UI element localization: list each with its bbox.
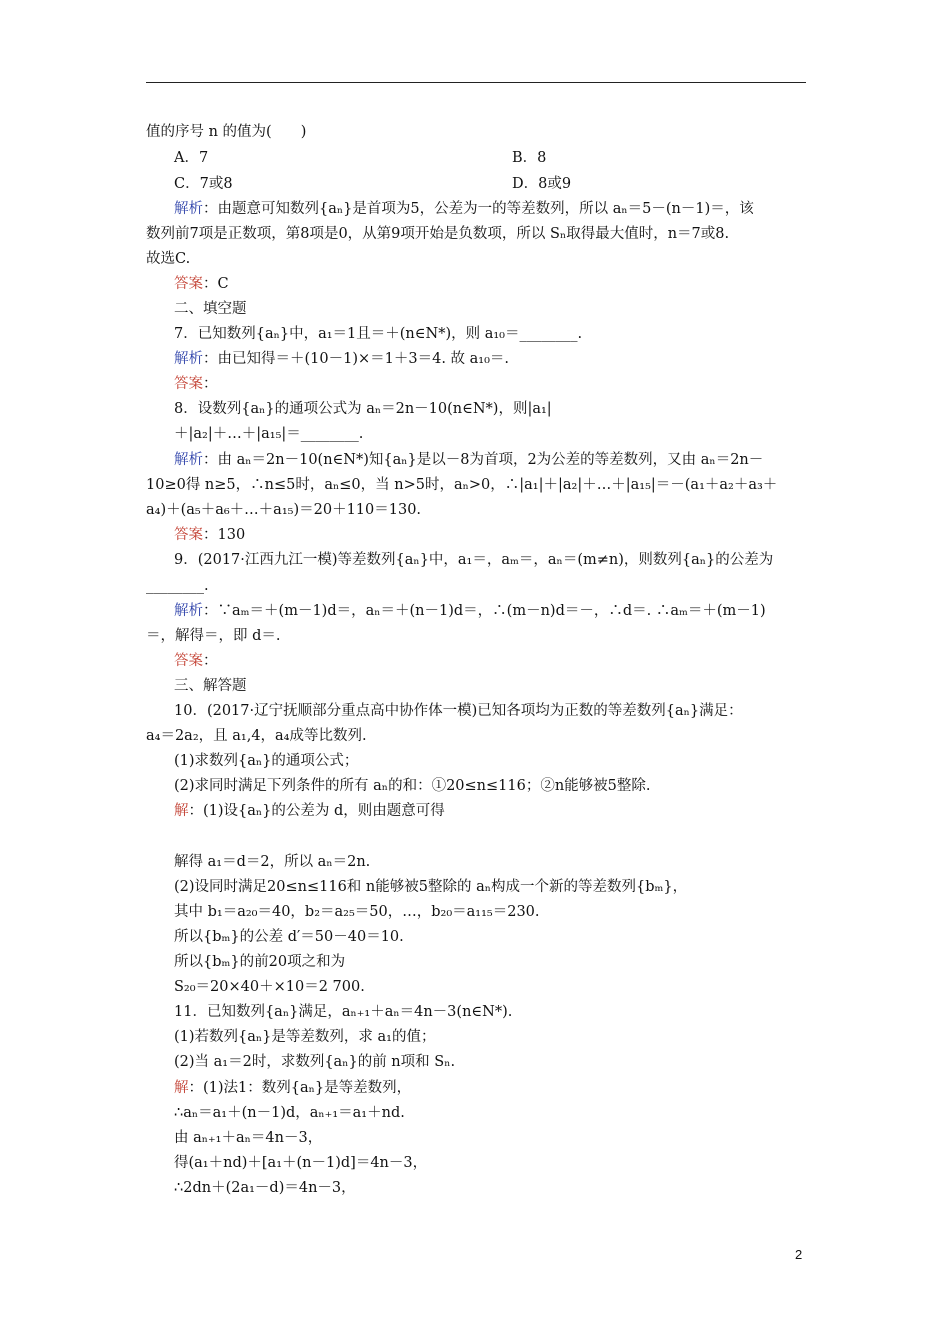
q9-analysis	[174, 601, 766, 621]
section-heading-solutions: 三、解答题	[174, 678, 247, 694]
analysis-text: ：由题意可知数列{aₙ}是首项为5，公差为一的等差数列，所以 aₙ＝5－(n－1)＝，该	[203, 201, 754, 217]
q6-option-a: A．7	[174, 150, 209, 166]
answer-text: ：	[203, 376, 218, 392]
q8-answer	[174, 525, 245, 545]
q11-solution-line2: ∴aₙ＝a₁＋(n－1)d，aₙ₊₁＝a₁＋nd.	[174, 1105, 405, 1121]
q11-stem: 11．已知数列{aₙ}满足，aₙ₊₁＋aₙ＝4n－3(n∈N*).	[174, 1004, 513, 1020]
q9-analysis-line2: ＝，解得＝，即 d＝.	[146, 628, 281, 644]
q7-stem: 7．已知数列{aₙ}中，a₁＝1且＝＋(n∈N*)，则 a₁₀＝________.	[174, 326, 583, 342]
q6-stem: 值的序号 n 的值为( )	[146, 124, 307, 140]
q11-solution-line5: ∴2dn＋(2a₁－d)＝4n－3，	[174, 1180, 356, 1196]
q6-analysis-line3: 故选C.	[146, 251, 191, 267]
q10-solution	[174, 801, 445, 821]
q8-analysis-line3: a₄)＋(a₅＋a₆＋…＋a₁₅)＝20＋110＝130.	[146, 502, 422, 518]
analysis-label: 解析	[174, 452, 203, 468]
answer-label: 答案	[174, 527, 203, 543]
q10-stem-line2: a₄＝2a₂，且 a₁,4，a₄成等比数列.	[146, 728, 367, 744]
answer-label: 答案	[174, 276, 203, 292]
q11-solution	[174, 1078, 411, 1098]
analysis-text: ：∵aₘ＝＋(m－1)d＝，aₙ＝＋(n－1)d＝，∴(m－n)d＝－，∴d＝. ∴aₘ＝＋(m－1)	[203, 603, 766, 619]
q8-stem-line2: ＋|a₂|＋…＋|a₁₅|＝________.	[174, 426, 364, 442]
q6-analysis	[174, 199, 754, 219]
q10-solution-line7: S₂₀＝20×40＋×10＝2 700.	[174, 979, 365, 995]
q10-solution-line5: 所以{bₘ}的公差 d′＝50－40＝10.	[174, 929, 404, 945]
section-heading-fill-in: 二、填空题	[174, 301, 247, 317]
q6-option-c: C．7或8	[174, 176, 233, 192]
q10-solution-line2: 解得 a₁＝d＝2，所以 aₙ＝2n.	[174, 854, 371, 870]
q6-answer	[174, 274, 229, 294]
analysis-text: ：由 aₙ＝2n－10(n∈N*)知{aₙ}是以－8为首项，2为公差的等差数列，又由 aₙ＝2n－	[203, 452, 764, 468]
q9-stem-line2: ________.	[146, 578, 209, 594]
analysis-text: ：由已知得＝＋(10－1)×＝1＋3＝4. 故 a₁₀＝.	[203, 351, 510, 367]
q6-option-d: D．8或9	[512, 176, 572, 192]
solution-label: 解	[174, 1080, 189, 1096]
solution-text: ：(1)法1：数列{aₙ}是等差数列，	[188, 1080, 412, 1096]
q10-solution-line6: 所以{bₘ}的前20项之和为	[174, 954, 346, 970]
q9-stem: 9．(2017·江西九江一模)等差数列{aₙ}中，a₁＝，aₘ＝，aₙ＝(m≠n)，则数列{aₙ}的公差为	[174, 552, 774, 568]
q11-solution-line4: 得(a₁＋nd)＋[a₁＋(n－1)d]＝4n－3，	[174, 1155, 428, 1171]
q10-solution-line3: (2)设同时满足20≤n≤116和 n能够被5整除的 aₙ构成一个新的等差数列{bₘ}，	[174, 879, 688, 895]
answer-label: 答案	[174, 376, 203, 392]
q10-stem: 10．(2017·辽宁抚顺部分重点高中协作体一模)已知各项均为正数的等差数列{aₙ}满足：	[174, 703, 743, 719]
q11-part1: (1)若数列{aₙ}是等差数列，求 a₁的值；	[174, 1029, 436, 1045]
analysis-label: 解析	[174, 201, 203, 217]
q10-solution-line4: 其中 b₁＝a₂₀＝40，b₂＝a₂₅＝50，…，b₂₀＝a₁₁₅＝230.	[174, 904, 540, 920]
answer-text: ：130	[203, 527, 246, 543]
answer-label: 答案	[174, 653, 203, 669]
q7-answer	[174, 374, 218, 394]
solution-label: 解	[174, 803, 189, 819]
solution-text: ：(1)设{aₙ}的公差为 d，则由题意可得	[188, 803, 445, 819]
q8-stem: 8．设数列{aₙ}的通项公式为 aₙ＝2n－10(n∈N*)，则|a₁|	[174, 401, 552, 417]
answer-text: ：	[203, 653, 218, 669]
header-rule	[146, 82, 806, 83]
q8-analysis-line2: 10≥0得 n≥5，∴n≤5时，aₙ≤0，当 n>5时，aₙ>0，∴|a₁|＋|a₂|＋…＋|a₁₅|＝－(a₁＋a₂＋a₃＋	[146, 477, 778, 493]
q10-part2: (2)求同时满足下列条件的所有 aₙ的和：①20≤n≤116；②n能够被5整除.	[174, 778, 651, 794]
q10-part1: (1)求数列{aₙ}的通项公式；	[174, 753, 359, 769]
analysis-label: 解析	[174, 351, 203, 367]
q7-analysis	[174, 349, 509, 369]
q6-analysis-line2: 数列前7项是正数项，第8项是0，从第9项开始是负数项，所以 Sₙ取得最大值时，n＝7或8.	[146, 226, 730, 242]
q9-answer	[174, 651, 218, 671]
q11-part2: (2)当 a₁＝2时，求数列{aₙ}的前 n项和 Sₙ.	[174, 1054, 456, 1070]
q11-solution-line3: 由 aₙ₊₁＋aₙ＝4n－3，	[174, 1130, 323, 1146]
page-number: 2	[795, 1247, 803, 1262]
q8-analysis	[174, 450, 763, 470]
analysis-label: 解析	[174, 603, 203, 619]
q6-option-b: B．8	[512, 150, 547, 166]
answer-text: ：C	[203, 276, 229, 292]
